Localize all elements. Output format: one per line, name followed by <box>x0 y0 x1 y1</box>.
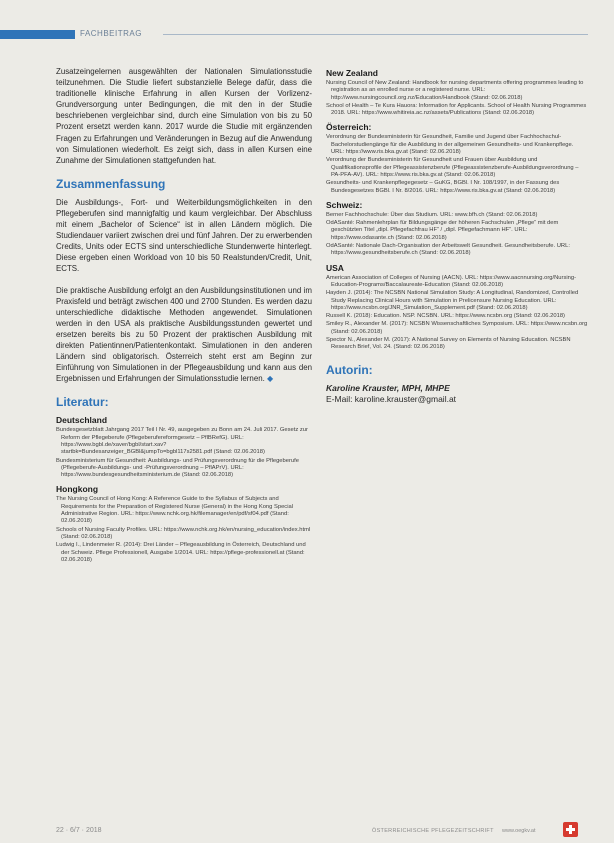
cross-logo-icon <box>563 822 578 837</box>
reference-entry: Hayden J. (2014): The NCSBN National Simulation Study: A Longitudinal, Randomized, Controlled Study Replacing Clinical Hours with Simulation in Prelicensure Nursing Education. URL: https://www.ncsbn.org/JNR_Simulation_Supplement.pdf (Stand: 02.06.2018) <box>326 290 579 311</box>
reference-section-title: Schweiz: <box>326 199 363 210</box>
magazine-title: ÖSTERREICHISCHE PFLEGEZEITSCHRIFT <box>372 828 494 834</box>
reference-section <box>326 200 588 258</box>
header-bar <box>0 30 614 39</box>
summary-paragraph-2-text: Die praktische Ausbildung erfolgt an den Ausbildungsinstitutionen und im Praxisfeld und beträgt zwischen 400 und 2700 Stunden. Es werden dazu unterschiedliche didaktische Methoden angewendet. Simulationen werden in den USA als praktische Ausbildungsstunden gewertet und ersetzen bereits bis zu 50 Prozent der praktischen Ausbildung mit direkten Patientinnen/Patientenkontakt. Simulationen in den anderen Ländern sind obligatorisch. Österreich steht erst am Beginn zur Einführung von Simulationen in der Pflegeausbildung und kann aus den Ergebnissen und Erfahrungen der Simulationsstudie lernen. <box>56 285 312 384</box>
author-heading: Autorin: <box>326 362 373 377</box>
reference-entry: Spector N., Alexander M. (2017): A National Survey on Elements of Nursing Education. NCSBN Research Brief, Vol. 24. (Stand: 02.06.2018) <box>326 337 571 351</box>
reference-entry: Schools of Nursing Faculty Profiles. URL: https://www.nchk.org.hk/en/nursing_education/index.html (Stand: 02.06.2018) <box>56 526 311 540</box>
reference-entry: Bundesgesetzblatt Jahrgang 2017 Teil I Nr. 49, ausgegeben zu Bonn am 24. Juli 2017. Gesetz zur Reform der Pflegeberufe (Pflegeberufereformgesetz – PflBRefG). URL: https://www.bgbl.de/xaver/bgbl/start.xav?startbk=Bundesanzeiger_BGBl&jumpTo=bgbl117s2581.pdf (Stand: 02.06.2018) <box>56 427 308 456</box>
reference-entry: Verordnung der Bundesministerin für Gesundheit und Frauen über Ausbildung und Qualifikationsprofile der Pflegeassistenzberufe (Pflegeassistenzberufe-Ausbildungsverordnung – PA-PFA-AV). URL: https://www.ris.bka.gv.at (Stand: 02.06.2018) <box>326 157 579 178</box>
reference-entry: American Association of Colleges of Nursing (AACN). URL: https://www.aacnnursing.org/Nursing-Education-Programs/Baccalaureate-Education (Stand: 02.06.2018) <box>326 274 577 288</box>
reference-entry: Gesundheits- und Krankenpflegegesetz – GuKG, BGBl. I Nr. 108/1997, in der Fassung des Bundesgesetzes BGBl. I Nr. 8/2016. URL: https://www.ris.bka.gv.at (Stand: 02.06.2018) <box>326 180 560 194</box>
author-block <box>326 383 588 405</box>
intro-paragraph: Zusatzeingelernen ausgewählten der Nationalen Simulationsstudie teilzunehmen. Die Studie liefert substanzielle Belege dafür, dass die traditionelle klinische Erfahrung in allen Kursen der Vorlizenz-Grundversorgung unter Bedingungen, die mit den in der Studie beschriebenen vergleichbar sind, durch eine Simulation von bis zu 50 Prozent ersetzt werden kann. 2017 wurde die Studie mit ergänzenden Fragen zu Erfahrungen und Veränderungen in Bezug auf die Anwendung von Simulationen wiederholt. Es zeigt sich, dass in allen Kursen eine Zunahme der Simulationen stattgefunden hat. <box>56 67 312 165</box>
page-number: 22 · 6/7 · 2018 <box>56 827 102 834</box>
reference-entry: Bundesministerium für Gesundheit: Ausbildungs- und Prüfungsverordnung für die Pflegeberufe (Pflegeberufe-Ausbildungs- und -Prüfungsverordnung – PflAPrV). URL: https://www.bundesgesundheitsministerium.de (Stand: 02.06.2018) <box>56 457 299 479</box>
author-name: Karoline Krauster, MPH, MHPE <box>326 382 450 393</box>
author-email: E-Mail: karoline.krauster@gmail.at <box>326 393 457 404</box>
reference-section <box>56 484 312 564</box>
reference-section-title: Deutschland <box>56 415 108 426</box>
reference-section-title: USA <box>326 262 344 273</box>
reference-section <box>326 68 588 117</box>
section-label: FACHBEITRAG <box>80 29 142 38</box>
magazine-url: www.oegkv.at <box>502 828 536 834</box>
summary-paragraph-2 <box>56 285 312 385</box>
literature-list-right <box>326 68 588 352</box>
header-accent-block <box>0 30 75 39</box>
reference-entry: OdASanté: Rahmenlehrplan für Bildungsgänge der höheren Fachschulen „Pflege“ mit dem geschützten Titel „dipl. Pflegefachfrau HF“ / „dipl. Pflegefachmann HF“. URL: https://www.odasante.ch (Stand: 02.06.2018) <box>326 220 559 241</box>
end-mark-icon: ◆ <box>267 374 274 384</box>
reference-entry: Nursing Council of New Zealand: Handbook for nursing departments offering programmes leading to registration as an enrolled nurse or a registered nurse. URL: http://www.nursingcouncil.org.nz/Education/Handbook (Stand: 02.06.2018) <box>326 80 584 101</box>
reference-section-title: New Zealand <box>326 68 378 78</box>
summary-paragraph-1: Die Ausbildungs-, Fort- und Weiterbildungsmöglichkeiten in den Pflegeberufen sind mannigfaltig und kaum vergleichbar. Der Abschluss mit einem „Bachelor of Science“ ist in allen Ländern möglich. Die Studiendauer variiert zwischen drei und fünf Jahren. Der zu erwerbenden Credits, Units oder ECTS sind unterschiedliche Stundenwerte hinterlegt. Diese ergeben einen Workload von 10 bis 50 Realstunden/Credit, Unit, ECTS. <box>56 197 312 274</box>
summary-heading: Zusammenfassung <box>56 176 166 191</box>
reference-entry: The Nursing Council of Hong Kong: A Reference Guide to the Syllabus of Subjects and Requirements for the Preparation of Registered Nurse (General) in the Hong Kong Special Administrative Region. URL: https://www.nchk.org.hk/filemanager/en/pdf/sf04.pdf (Stand: 02.06.2018) <box>56 496 294 525</box>
header-rule <box>163 34 588 35</box>
reference-entry: Ludwig I., Lindenmeier R. (2014): Drei Länder – Pflegeausbildung in Österreich, Deutschland und der Schweiz. Pflege Professionell, Ausgabe 1/2014. URL: https://pflege-professionell.at (Stand: 02.06.2018) <box>56 542 306 563</box>
reference-section-title: Hongkong <box>56 484 99 495</box>
reference-entry: OdASanté: Nationale Dach-Organisation der Arbeitswelt Gesundheit. Gesundheitsberufe. URL: https://www.gesundheitsberufe.ch (Stand: 02.06.2018) <box>326 243 570 257</box>
page-footer <box>0 825 614 843</box>
reference-entry: Russell K. (2018): Education. NSP. NCSBN. URL: https://www.ncsbn.org (Stand: 02.06.2018) <box>326 313 565 320</box>
right-column <box>326 68 588 405</box>
left-column <box>56 66 312 569</box>
reference-entry: Smiley R., Alexander M. (2017): NCSBN Wissenschaftliches Symposium. URL: https://www.ncsbn.org (Stand: 02.06.2018) <box>326 321 588 335</box>
literature-heading: Literatur: <box>56 395 109 410</box>
reference-entry: School of Health – Te Kura Hauora: Information for Applicants. School of Health Nursing Programmes 2018. URL: https://www.whitireia.ac.nz/assets/Publications (Stand: 02.06.2018) <box>326 102 587 117</box>
reference-section-title: Österreich: <box>326 122 372 133</box>
reference-section <box>326 263 588 352</box>
reference-section <box>56 415 312 479</box>
reference-section <box>326 122 588 194</box>
literature-list-left <box>56 415 312 564</box>
reference-entry: Verordnung der Bundesministerin für Gesundheit, Familie und Jugend über Fachhochschul-Bachelorstudiengänge für die Ausbildung in der allgemeinen Gesundheits- und Krankenpflege. URL: https://www.ris.bka.gv.at (Stand: 02.06.2018) <box>326 134 574 156</box>
reference-entry: Berner Fachhochschule: Über das Studium. URL: www.bfh.ch (Stand: 02.06.2018) <box>326 211 538 218</box>
